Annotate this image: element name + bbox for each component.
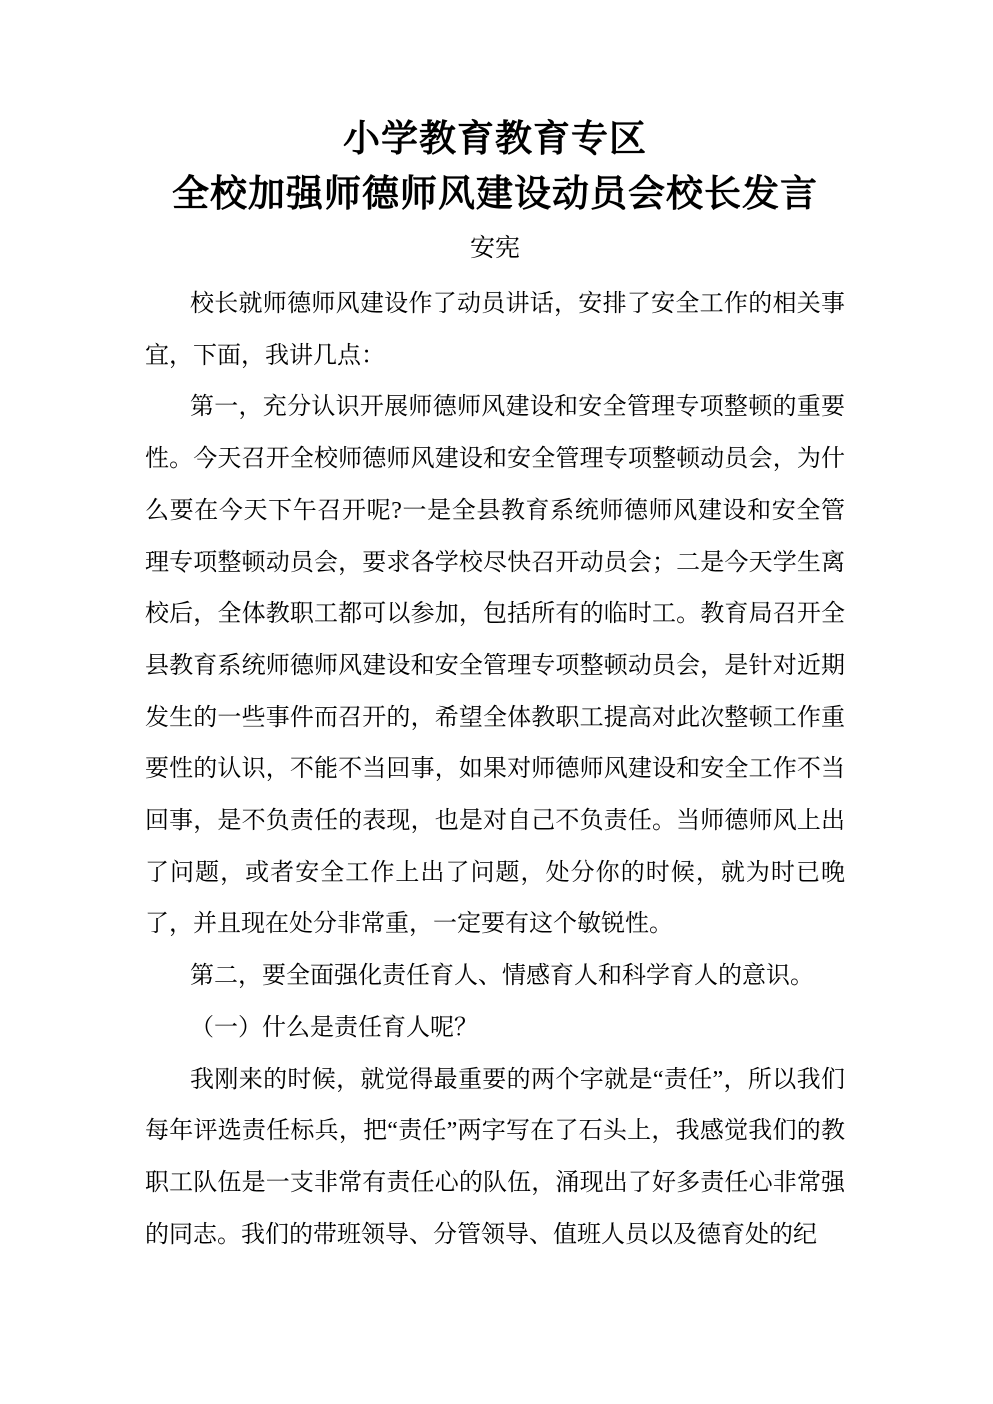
author-name: 安宪 — [469, 235, 520, 262]
doc-title-line-1: 小学教育教育专区 — [343, 118, 647, 159]
doc-body — [145, 279, 845, 1261]
paragraph: 第一，充分认识开展师德师风建设和安全管理专项整顿的重要性。今天召开全校师德师风建设和安全管理专项整顿动员会，为什么要在今天下午召开呢?一是全县教育系统师德师风建设和安全管理专项整顿动员会，要求各学校尽快召开动员会；二是今天学生离校后，全体教职工都可以参加，包括所有的临时工。教育局召开全县教育系统师德师风建设和安全管理专项整顿动员会，是针对近期发生的一些事件而召开的，希望全体教职工提高对此次整顿工作重要性的认识，不能不当回事，如果对师德师风建设和安全工作不当回事，是不负责任的表现，也是对自己不负责任。当师德师风上出了问题，或者安全工作上出了问题，处分你的时候，就为时已晚了，并且现在处分非常重，一定要有这个敏锐性。 — [145, 394, 845, 938]
paragraph: （一）什么是责任育人呢？ — [190, 1014, 478, 1041]
paragraph: 第二，要全面强化责任育人、情感育人和科学育人的意识。 — [190, 963, 814, 990]
doc-title-line-2: 全校加强师德师风建设动员会校长发言 — [172, 173, 818, 214]
paragraph: 校长就师德师风建设作了动员讲话，安排了安全工作的相关事宜，下面，我讲几点： — [145, 291, 845, 369]
paragraph: 我刚来的时候，就觉得最重要的两个字就是“责任”，所以我们每年评选责任标兵，把“责任”两字写在了石头上，我感觉我们的教职工队伍是一支非常有责任心的队伍，涌现出了好多责任心非常强的同志。我们的带班领导、分管领导、值班人员以及德育处的纪 — [145, 1066, 845, 1248]
